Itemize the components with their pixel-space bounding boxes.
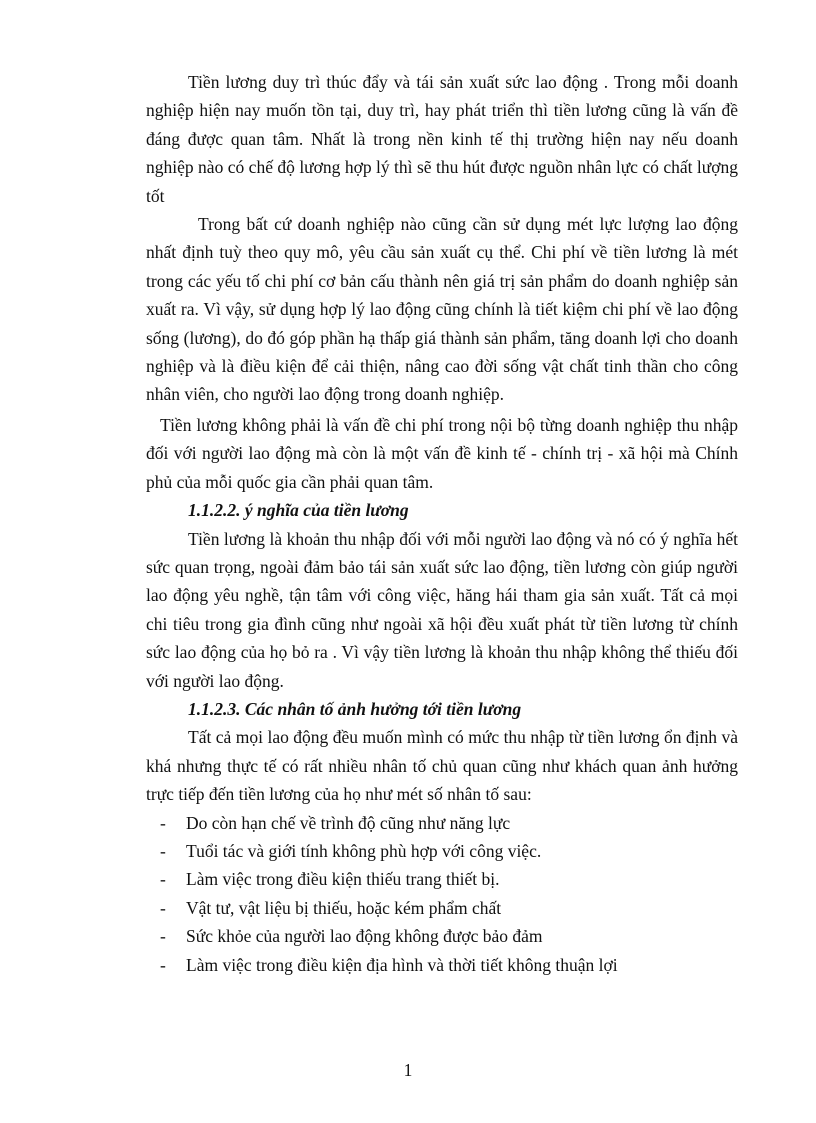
significance-paragraph: Tiền lương là khoản thu nhập đối với mỗi người lao động và nó có ý nghĩa hết sức quan trọng, ngoài đảm bảo tái sản xuất sức lao động, tiền lương còn giúp người lao động yêu nghề, tận tâm với công việc, hăng hái tham gia sản xuất. Tất cả mọi chi tiêu trong gia đình cũng như ngoài xã hội đều xuất phát từ tiền lương từ chính sức lao động của họ bỏ ra . Vì vậy tiền lương là khoản thu nhập không thể thiếu đối với người lao động. — [146, 528, 738, 691]
intro-paragraph-3: Tiền lương không phải là vấn đề chi phí trong nội bộ từng doanh nghiệp thu nhập đối với người lao động mà còn là một vấn đề kinh tế - chính trị - xã hội mà Chính phủ của mỗi quốc gia cần phải quan tâm. — [146, 414, 738, 492]
list-item: - Tuổi tác và giới tính không phù hợp với công việc. — [146, 837, 738, 865]
list-item: - Do còn hạn chế về trình độ cũng như năng lực — [146, 809, 738, 837]
list-item: - Sức khỏe của người lao động không được bảo đảm — [146, 922, 738, 950]
section-heading-factors: 1.1.2.3. Các nhân tố ảnh hưởng tới tiền lương — [188, 698, 522, 719]
document-body — [146, 68, 738, 979]
page-number: 1 — [403, 1060, 413, 1080]
bullet-dash: - — [160, 926, 166, 947]
factors-paragraph: Tất cả mọi lao động đều muốn mình có mức thu nhập từ tiền lương ổn định và khá nhưng thực tế có rất nhiều nhân tố chủ quan cũng như khách quan ảnh hưởng trực tiếp đến tiền lương của họ như mét số nhân tố sau: — [146, 727, 738, 805]
bullet-dash: - — [160, 897, 166, 918]
list-item: - Vật tư, vật liệu bị thiếu, hoặc kém phẩm chất — [146, 894, 738, 922]
list-item: - Làm việc trong điều kiện thiếu trang thiết bị. — [146, 865, 738, 893]
list-item: - Làm việc trong điều kiện địa hình và thời tiết không thuận lợi — [146, 951, 738, 979]
intro-paragraph-2: Trong bất cứ doanh nghiệp nào cũng cần sử dụng mét lực lượng lao động nhất định tuỳ theo quy mô, yêu cầu sản xuất cụ thể. Chi phí về tiền lương là mét trong các yếu tố chi phí cơ bản cấu thành nên giá trị sản phẩm do doanh nghiệp sản xuất ra. Vì vậy, sử dụng hợp lý lao động cũng chính là tiết kiệm chi phí về lao động sống (lương), do đó góp phần hạ thấp giá thành sản phẩm, tăng doanh lợi cho doanh nghiệp và là điều kiện để cải thiện, nâng cao đời sống vật chất tinh thần cho công nhân viên, cho người lao động trong doanh nghiệp. — [146, 214, 738, 405]
bullet-dash: - — [160, 840, 166, 861]
bullet-dash: - — [160, 954, 166, 975]
section-heading-significance: 1.1.2.2. ý nghĩa của tiền lương — [188, 500, 409, 521]
intro-paragraph-1: Tiền lương duy trì thúc đẩy và tái sản xuất sức lao động . Trong mỗi doanh nghiệp hiện nay muốn tồn tại, duy trì, hay phát triển thì tiền lương cũng là vấn đề đáng được quan tâm. Nhất là trong nền kinh tế thị trường hiện nay nếu doanh nghiệp nào có chế độ lương hợp lý thì sẽ thu hút được nguồn nhân lực có chất lượng tốt — [146, 72, 738, 206]
bullet-dash: - — [160, 869, 166, 890]
factors-list — [146, 809, 738, 979]
bullet-dash: - — [160, 812, 166, 833]
